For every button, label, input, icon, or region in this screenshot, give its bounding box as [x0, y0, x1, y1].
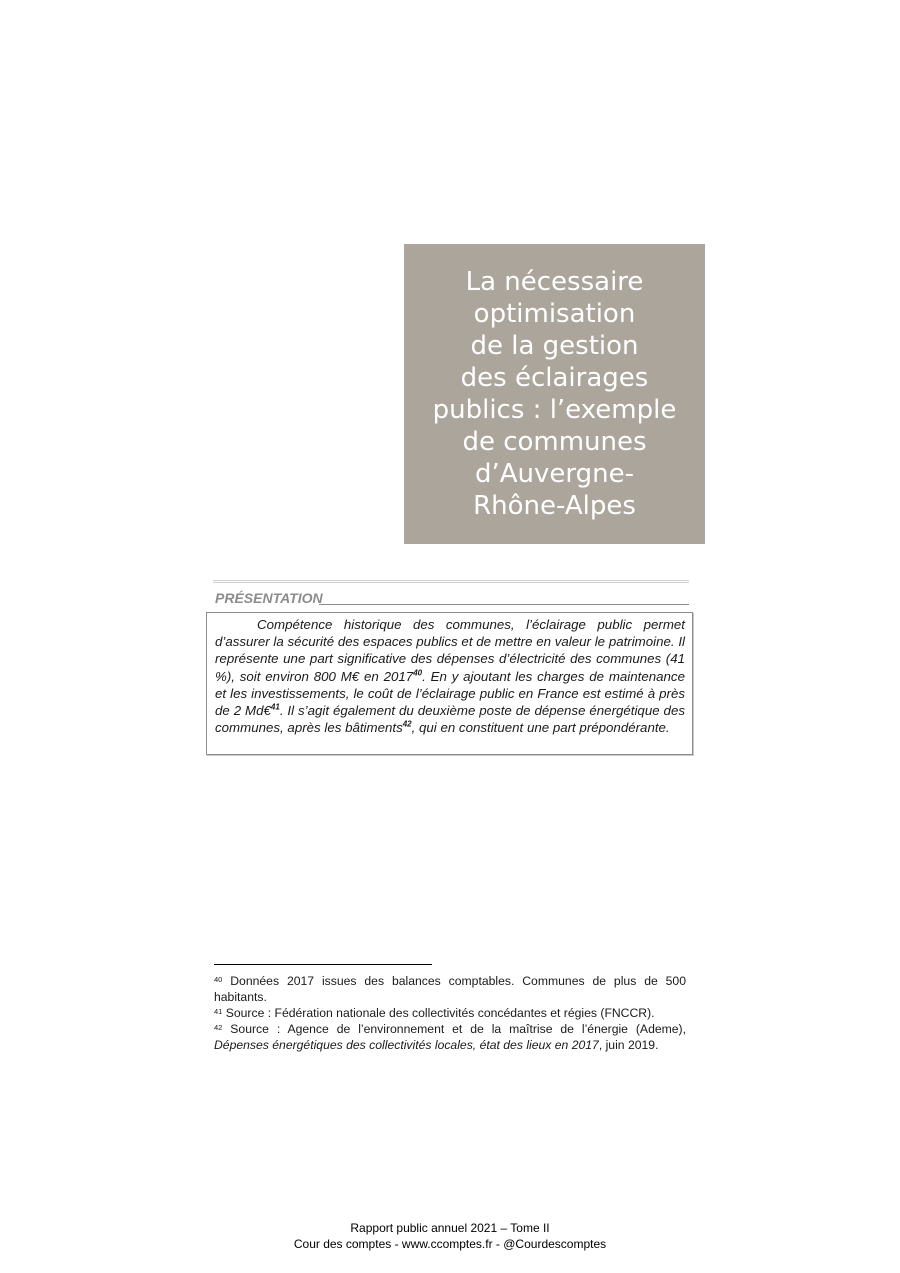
presentation-box: [206, 612, 693, 755]
presentation-rule: [319, 604, 689, 605]
footnote-text: Source : Fédération nationale des collectivités concédantes et régies (FNCCR).: [225, 1006, 655, 1020]
presentation-heading: PRÉSENTATION: [215, 590, 327, 606]
chapter-title: La nécessaire optimisation de la gestion des éclairages publics : l’exemple de communes d’Auvergne- Rhône-Alpes: [432, 267, 677, 521]
footer-report-title: Rapport public annuel 2021 – Tome II: [350, 1221, 550, 1235]
presentation-text: [215, 616, 685, 736]
chapter-title-box: [404, 244, 705, 544]
footer-publisher: Cour des comptes - www.ccomptes.fr - @Courdescomptes: [293, 1237, 607, 1251]
footnote-number: 40: [214, 975, 223, 984]
footnote-ref[interactable]: 41: [270, 702, 280, 712]
presentation-segment: . Il s’agit également du deuxième poste de dépense énergétique des communes, après les bâtiments: [215, 703, 685, 736]
page-footer: [0, 1220, 900, 1252]
presentation-segment: Compétence historique des communes, l’éclairage public permet d’assurer la sécurité des espaces publics et de mettre en valeur le patrimoine. Il représente une part significative des dépenses d’électricité des communes (41 %), soit environ 800 M€ en 2017: [215, 617, 685, 684]
presentation-header: [213, 580, 689, 609]
footnote-number: 41: [214, 1007, 223, 1016]
footnote-ref[interactable]: 40: [413, 668, 423, 678]
presentation-segment: . En y ajoutant les charges de maintenance et les investissements, le coût de l’éclairage public en France est estimé à près de 2 Md€: [215, 668, 685, 719]
footnote-number: 42: [214, 1023, 223, 1032]
footnotes: [214, 973, 686, 1053]
footnote-ref[interactable]: 42: [402, 719, 412, 729]
footnote-italic-title: Dépenses énergétiques des collectivités locales, état des lieux en 2017: [214, 1038, 599, 1052]
footnote-text-after: , juin 2019.: [598, 1038, 659, 1052]
footnote-40: [214, 973, 686, 1005]
footnote-41: [214, 1005, 686, 1021]
presentation-segment: , qui en constituent une part prépondérante.: [411, 720, 670, 736]
footnote-separator: [214, 964, 432, 965]
footnote-text: Source : Agence de l’environnement et de la maîtrise de l’énergie (Ademe),: [230, 1022, 686, 1036]
footnote-42: [214, 1021, 686, 1053]
footnote-text: Données 2017 issues des balances comptables. Communes de plus de 500 habitants.: [214, 974, 686, 1004]
